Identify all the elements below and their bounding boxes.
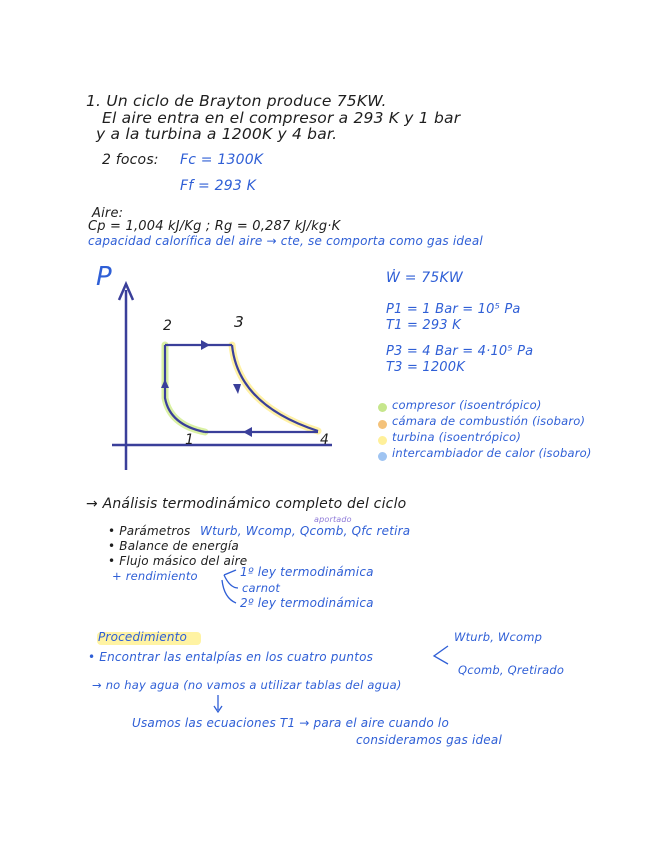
procedure-right-q: Qcomb, Qretirado [458, 663, 565, 677]
analysis-item-rendimiento: + rendimiento [112, 569, 198, 583]
point-3-label: 3 [234, 313, 245, 331]
aportado-note: aportado [314, 515, 352, 524]
p1-value: P1 = 1 Bar = 10⁵ Pa [386, 302, 521, 317]
air-note: capacidad calorífica del aire → cte, se comporta como gas ideal [88, 234, 483, 248]
branch-primera-ley: 1º ley termodinámica [240, 565, 374, 579]
p-axis-label: P [96, 262, 112, 292]
procedure-step-3a: Usamos las ecuaciones T1 → para el aire cuando lo [132, 716, 449, 730]
down-arrow [214, 695, 222, 712]
problem-line-1: 1. Un ciclo de Brayton produce 75KW. [86, 92, 387, 110]
legend-compresor: compresor (isoentrópico) [392, 398, 542, 412]
legend-camara: cámara de combustión (isobaro) [392, 414, 586, 428]
t3-value: T3 = 1200K [386, 360, 465, 375]
brace-lines [434, 646, 448, 664]
air-properties: Cp = 1,004 kJ/Kg ; Rg = 0,287 kJ/kg·K [88, 219, 341, 234]
problem-line-3: y a la turbina a 1200K y 4 bar. [96, 125, 338, 143]
point-2-label: 2 [163, 318, 173, 334]
procedure-step-3b: consideramos gas ideal [356, 733, 502, 747]
problem-line-2: El aire entra en el compresor a 293 K y 1 bar [102, 109, 461, 127]
point-4-label: 4 [320, 432, 330, 448]
legend-intercambiador: intercambiador de calor (isobaro) [392, 446, 592, 460]
ff-value: Ff = 293 K [180, 178, 256, 194]
point-1-label: 1 [185, 432, 195, 448]
fc-value: Fc = 1300K [180, 152, 264, 168]
analysis-parametros-values: Wturb, Wcomp, Qcomb, Qfc retira [200, 524, 411, 538]
t1-value: T1 = 293 K [386, 318, 461, 333]
p3-value: P3 = 4 Bar = 4·10⁵ Pa [386, 344, 534, 359]
procedimiento-label: Procedimiento [98, 630, 188, 644]
procedure-step-2: → no hay agua (no vamos a utilizar tablas del agua) [92, 678, 402, 692]
air-label: Aire: [92, 206, 124, 221]
branch-carnot: carnot [242, 581, 281, 595]
analysis-item-balance: • Balance de energía [108, 539, 239, 553]
procedure-step-1: • Encontrar las entalpías en los cuatro puntos [88, 650, 374, 664]
procedure-right-w: Wturb, Wcomp [454, 630, 543, 644]
power-value: Ẇ = 75KW [386, 270, 463, 286]
branch-segunda-ley: 2º ley termodinámica [240, 596, 374, 610]
focos-label: 2 focos: [102, 152, 159, 168]
analysis-title: → Análisis termodinámico completo del ciclo [86, 496, 407, 512]
analysis-item-flujo: • Flujo másico del aire [108, 554, 248, 568]
analysis-item-parametros: • Parámetros [108, 524, 191, 538]
legend-turbina: turbina (isoentrópico) [392, 430, 522, 444]
